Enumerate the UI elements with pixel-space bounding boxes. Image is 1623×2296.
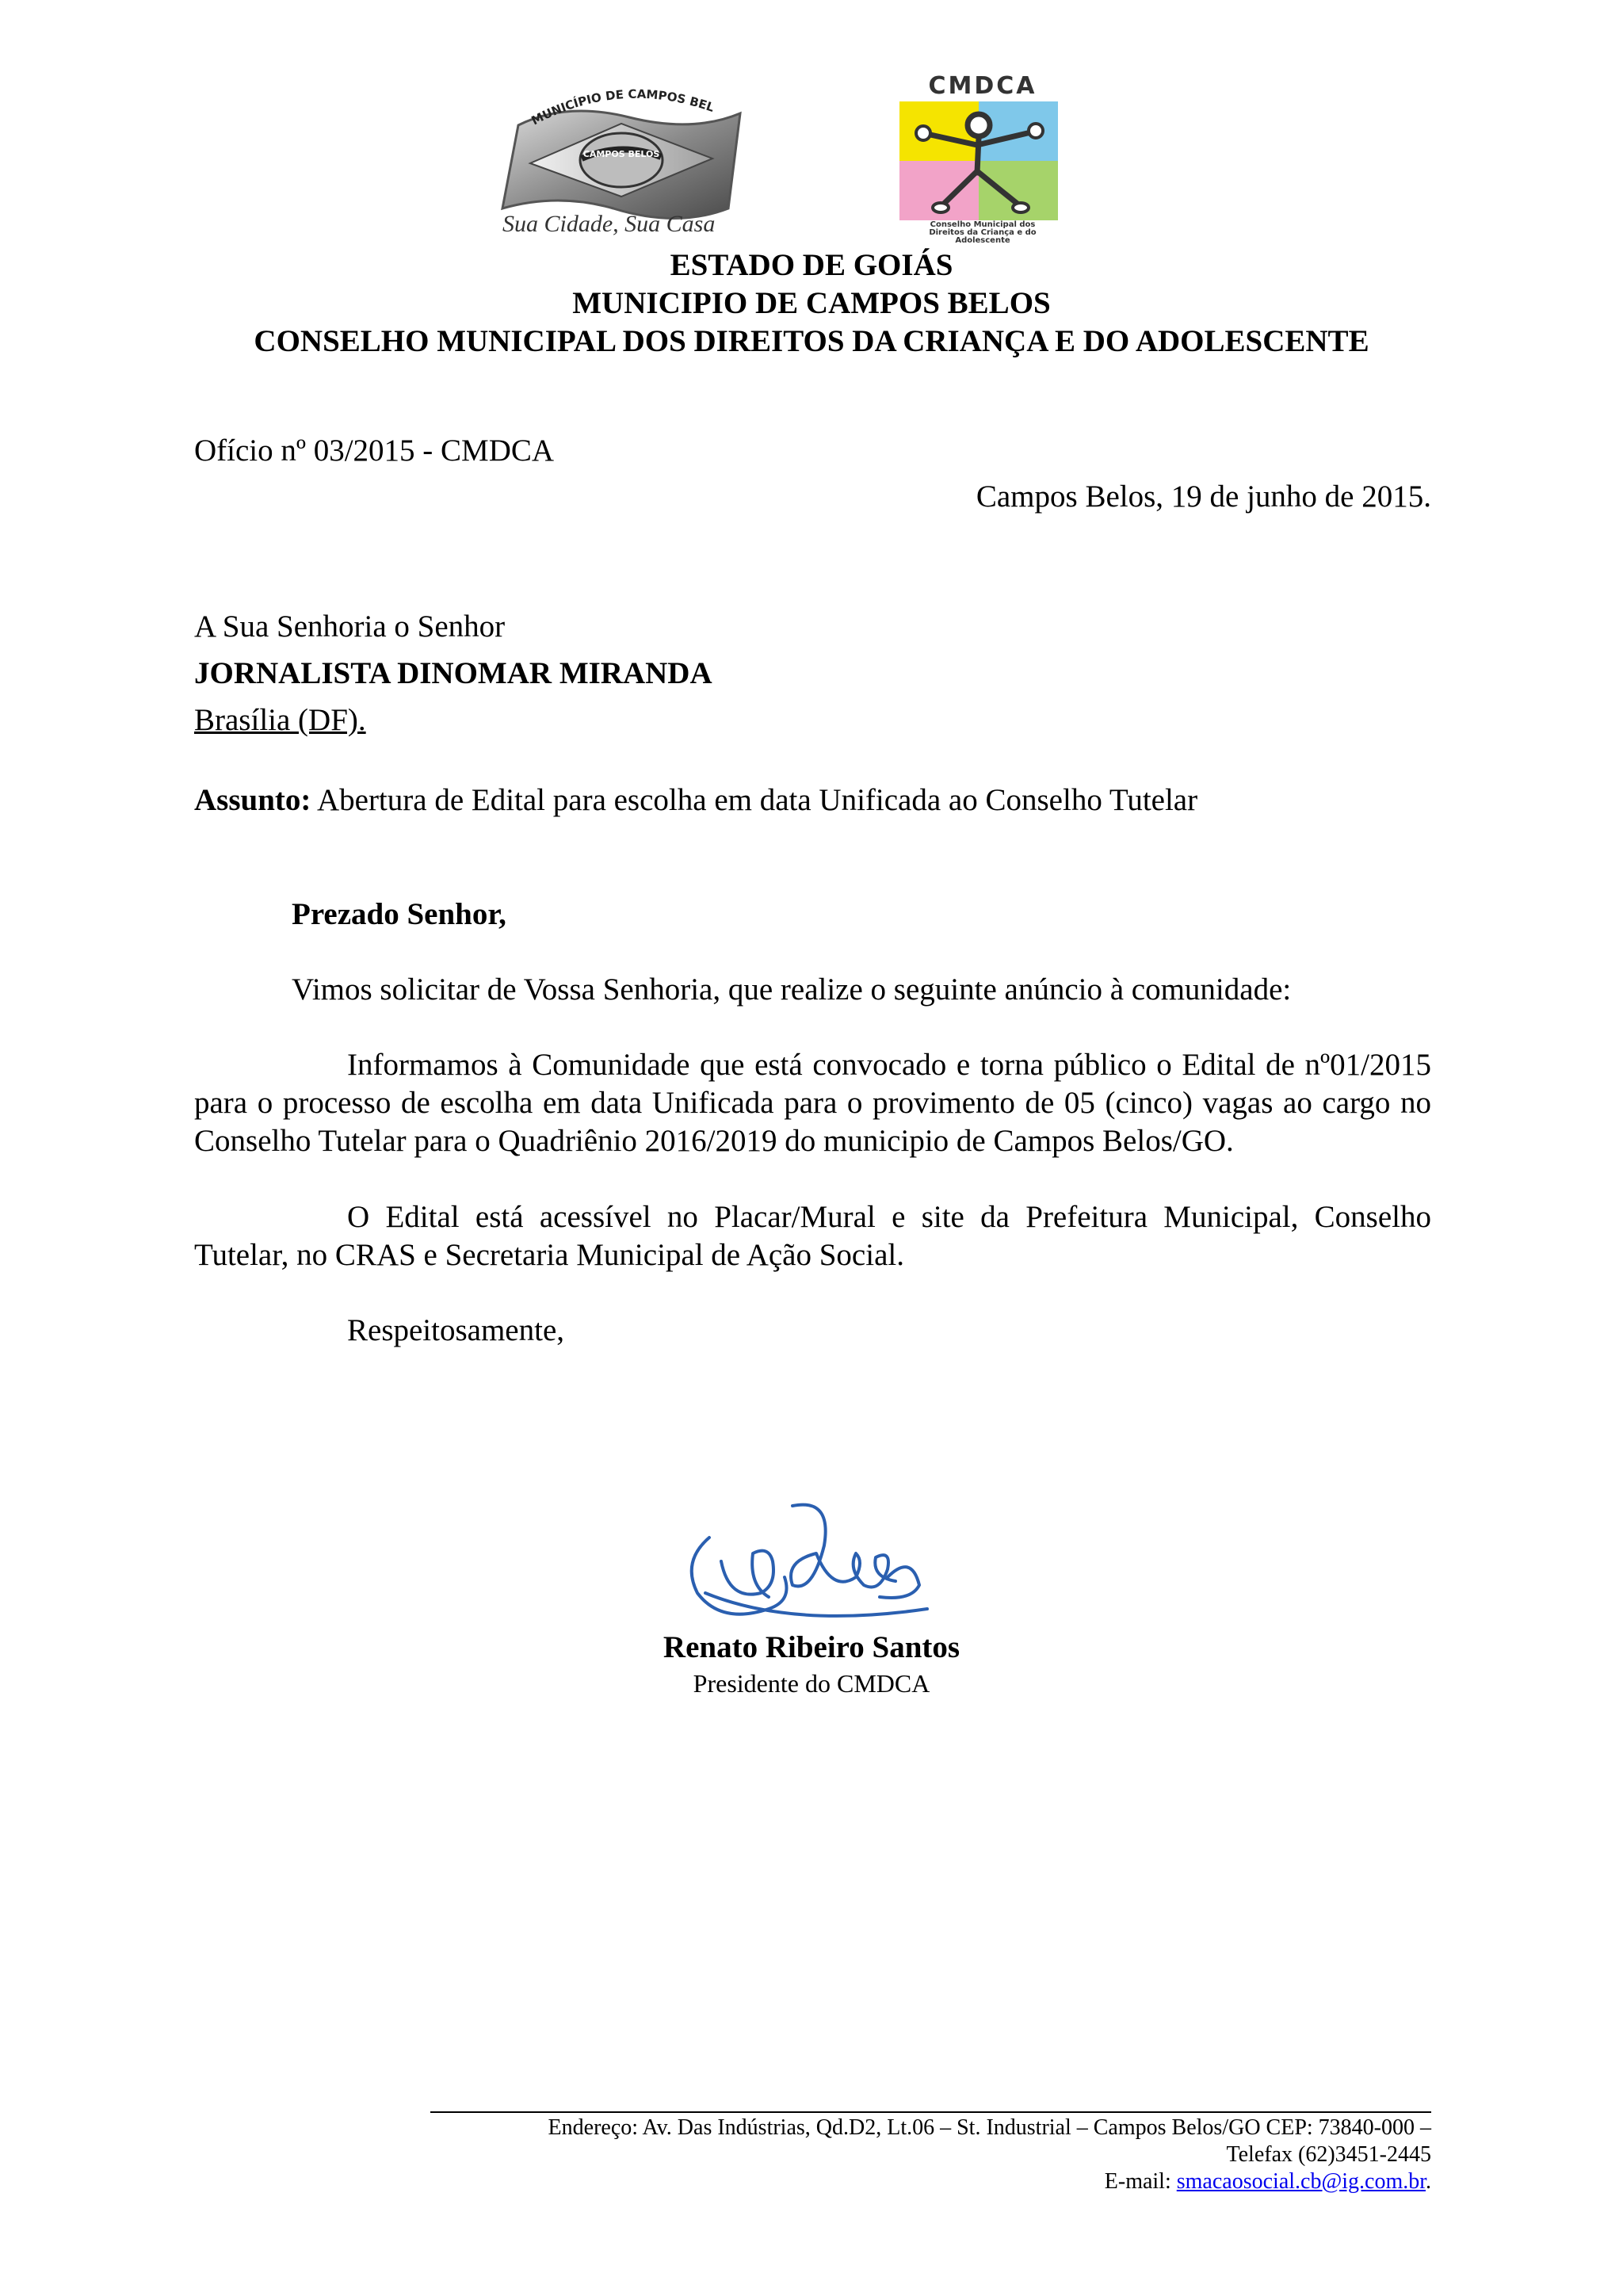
footer-address: Endereço: Av. Das Indústrias, Qd.D2, Lt.06 – St. Industrial – Campos Belos/GO CEP: 73840-000 –: [548, 2115, 1431, 2140]
header-state: ESTADO DE GOIÁS: [670, 248, 953, 282]
footer-email-link[interactable]: smacaosocial.cb@ig.com.br: [1176, 2169, 1426, 2194]
handwritten-signature: [674, 1490, 943, 1633]
header-municipality: MUNICIPIO DE CAMPOS BELOS: [572, 286, 1051, 320]
letter-reference: Ofício nº 03/2015 - CMDCA: [194, 434, 555, 468]
recipient-salutation: A Sua Senhoria o Senhor: [194, 609, 506, 644]
subject-text: Abertura de Edital para escolha em data Unificada ao Conselho Tutelar: [311, 783, 1198, 817]
body-paragraph-2: O Edital está acessível no Placar/Mural e site da Prefeitura Municipal, Conselho Tutelar, no CRAS e Secretaria Municipal de Ação Social.: [194, 1200, 1431, 1272]
subject-label: Assunto:: [194, 783, 311, 817]
signer-title: Presidente do CMDCA: [693, 1669, 930, 1698]
footer-email-label: E-mail:: [1104, 2169, 1177, 2194]
recipient-name: JORNALISTA DINOMAR MIRANDA: [194, 656, 712, 690]
signer-name: Renato Ribeiro Santos: [663, 1630, 960, 1664]
footer-email-line: [396, 2168, 1431, 2195]
recipient-location: Brasília (DF).: [194, 703, 366, 737]
body-paragraph-1: Informamos à Comunidade que está convocado e torna público o Edital de nº01/2015 para o processo de escolha em data Unificada para o provimento de 05 (cinco) vagas ao cargo no Conselho Tutelar para o Quadriênio 2016/2019 do municipio de Campos Belos/GO.: [194, 1048, 1431, 1158]
cmdca-logo: [892, 70, 1074, 245]
municipio-logo-seal-text: CAMPOS BELOS: [582, 149, 660, 159]
header-council: CONSELHO MUNICIPAL DOS DIREITOS DA CRIANÇA E DO ADOLESCENTE: [254, 324, 1369, 358]
footer-email-suffix: .: [1426, 2169, 1431, 2194]
cmdca-logo-caption-1: Conselho Municipal dos: [930, 220, 1036, 229]
letter-place-date: Campos Belos, 19 de junho de 2015.: [976, 479, 1431, 514]
cmdca-logo-acronym: CMDCA: [928, 72, 1037, 100]
footer-phone: Telefax (62)3451-2445: [1226, 2142, 1431, 2167]
cmdca-logo-caption-3: Adolescente: [955, 236, 1010, 245]
intro-text: Vimos solicitar de Vossa Senhoria, que realize o seguinte anúncio à comunidade:: [292, 972, 1292, 1007]
footer-divider: [430, 2111, 1431, 2113]
cmdca-logo-caption-2: Direitos da Criança e do: [929, 228, 1037, 237]
municipio-logo-slogan: Sua Cidade, Sua Casa: [502, 211, 716, 237]
greeting: Prezado Senhor,: [292, 897, 506, 931]
closing-text: Respeitosamente,: [347, 1313, 565, 1347]
municipio-logo: [487, 70, 772, 240]
subject-line: [194, 781, 1197, 819]
municipio-logo-arc-text: MUNICÍPIO DE CAMPOS BEL: [529, 86, 716, 128]
